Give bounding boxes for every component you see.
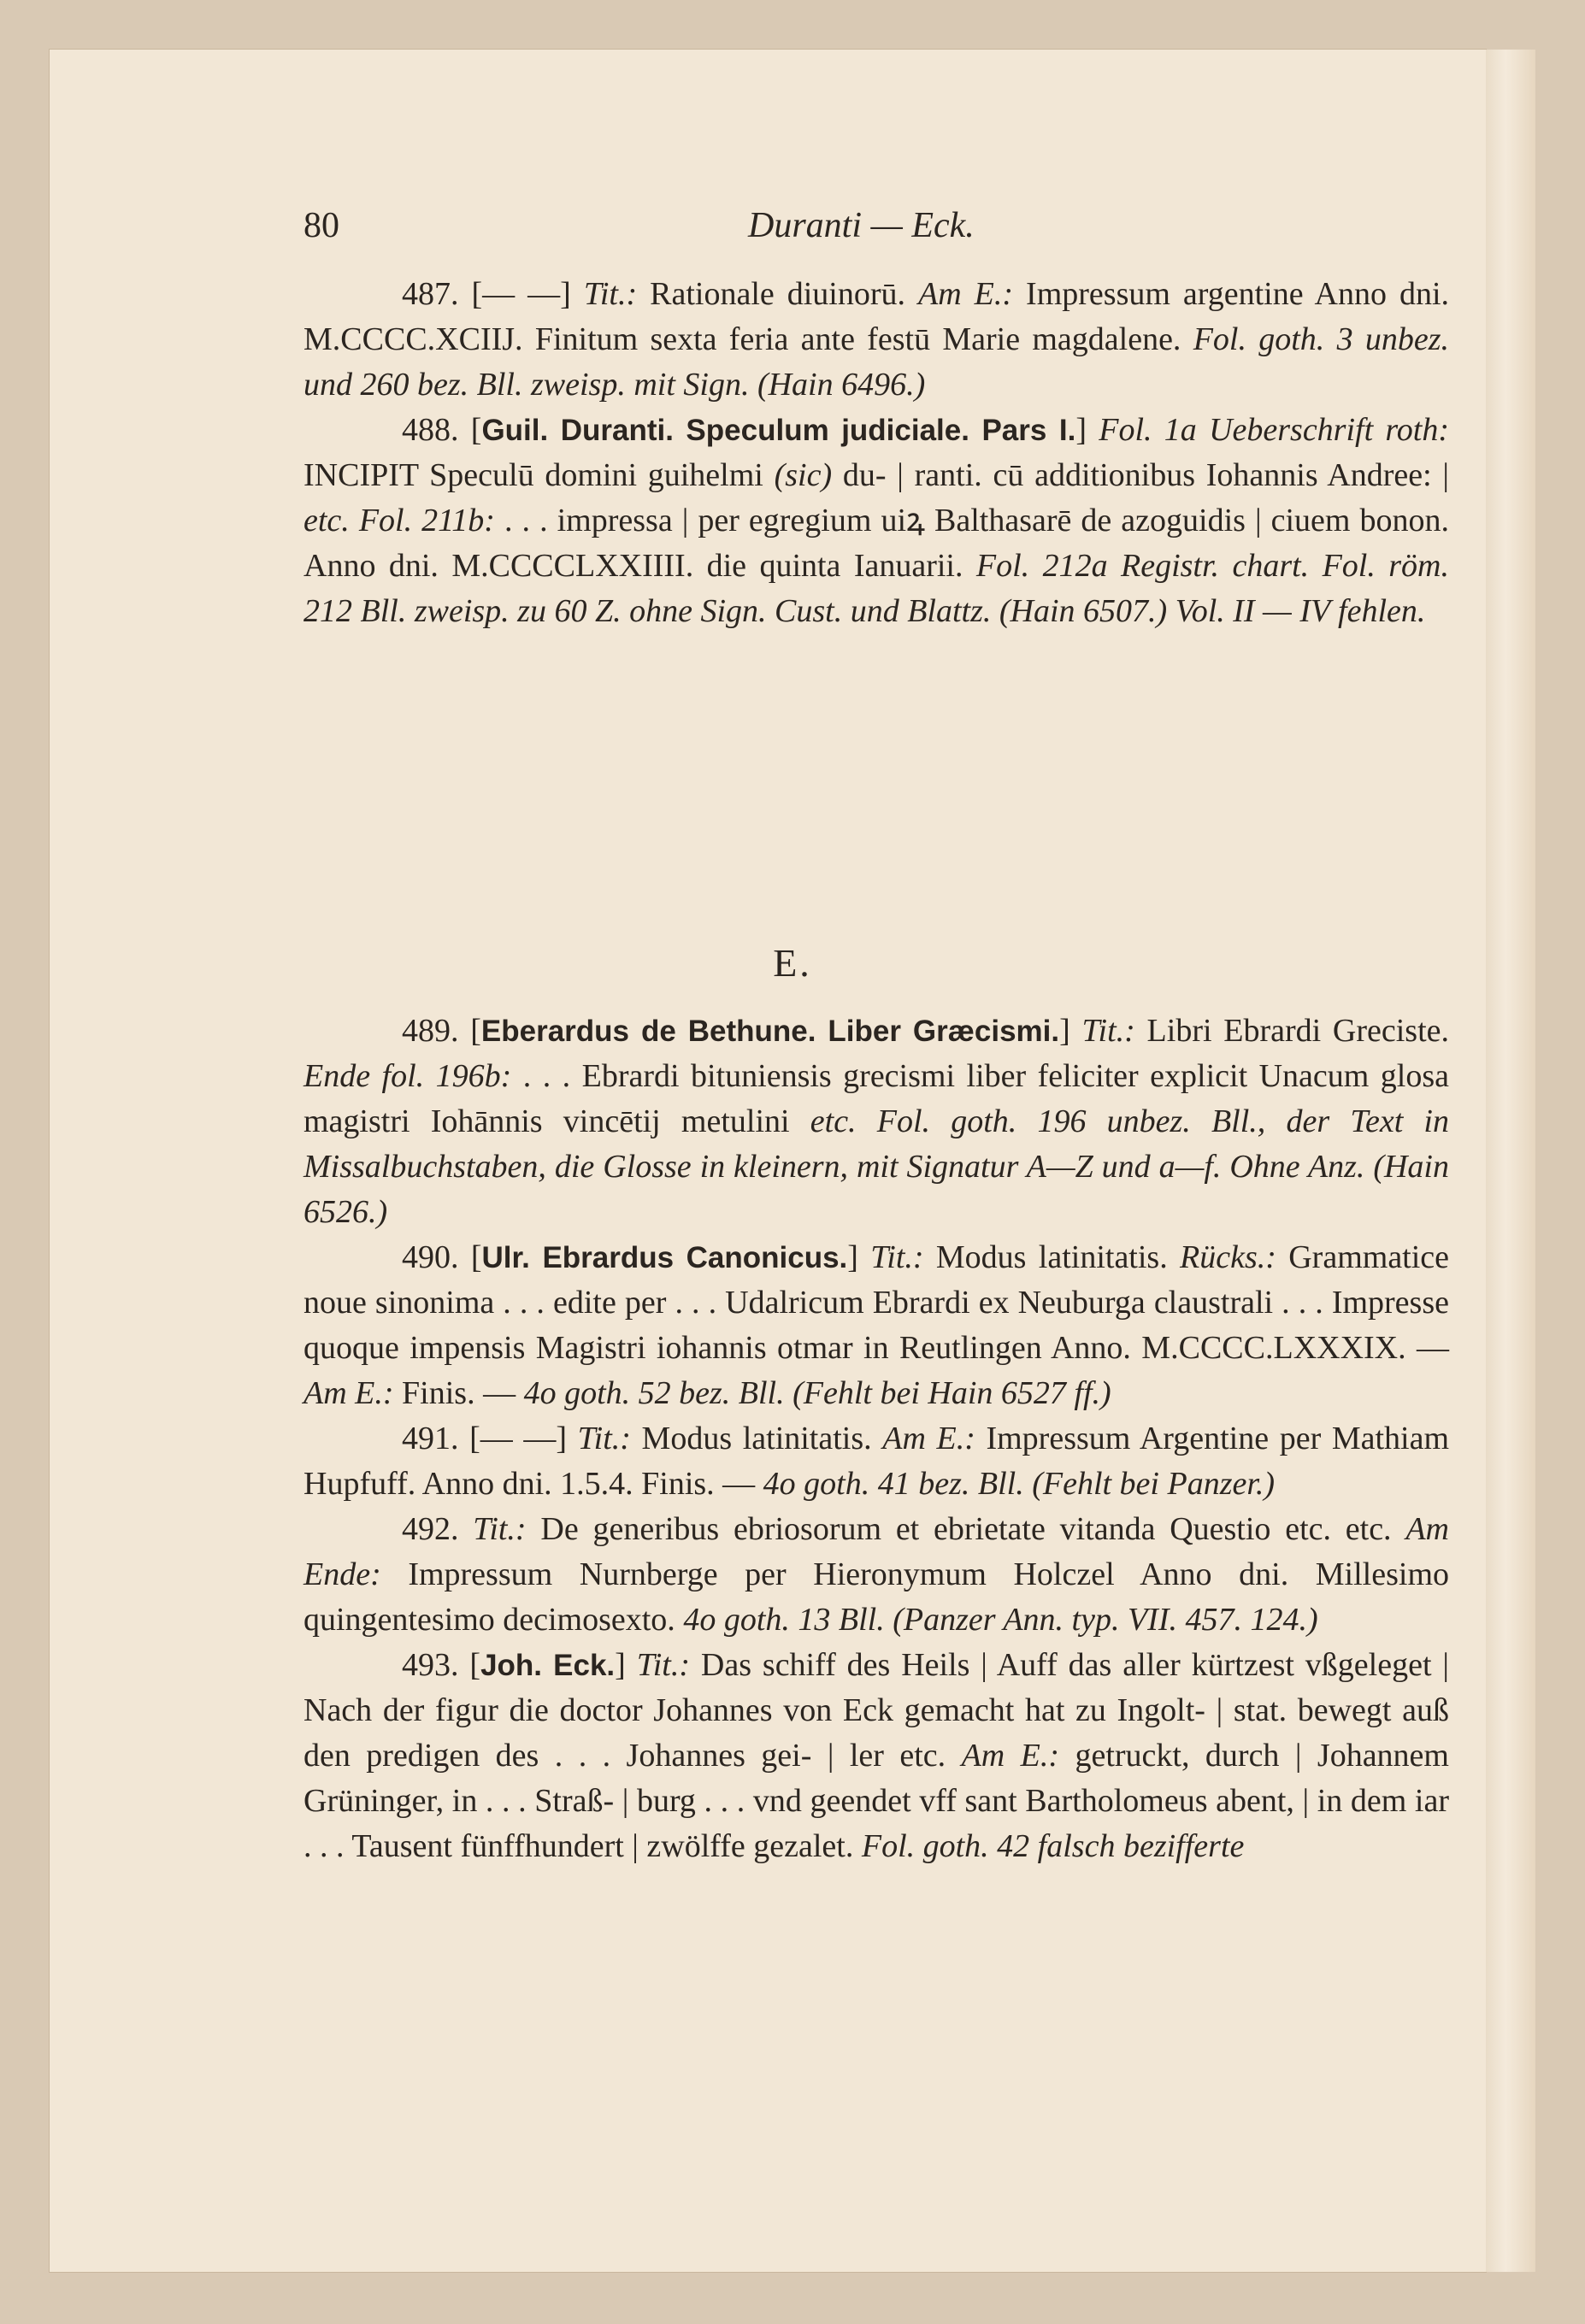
entry-number: 488. xyxy=(402,412,471,448)
entry-italic-text: Fol. 212a Registr. chart. Fol. röm. 212 Bll. zweisp. zu 60 Z. ohne Sign. Cust. und Blattz. (Hain 6507.) Vol. II — IV fehlen. xyxy=(303,548,1449,629)
entry-italic-text: Am E.: xyxy=(882,1421,975,1456)
entry-text: getruckt, durch | Johannem Grüninger, in . . . Straß- | burg . . . vnd geendet vff sant Bartholomeus abent, | in dem iar . . . Tausent fünffhundert | zwölffe gezalet. xyxy=(303,1738,1449,1864)
entry-italic-text: 4o goth. 41 bez. Bll. (Fehlt bei Panzer.) xyxy=(763,1466,1276,1502)
entry-number: 487. xyxy=(402,276,472,312)
catalog-entry xyxy=(303,272,1449,408)
catalog-entry xyxy=(303,1235,1449,1416)
entry-text: [ xyxy=(469,1647,481,1683)
entry-text: Libri Ebrardi Greciste. xyxy=(1134,1013,1450,1049)
entry-text: [ xyxy=(470,412,482,448)
entry-text: ] xyxy=(1075,412,1099,448)
entry-italic-text: etc. Fol. 211b: xyxy=(303,503,495,538)
entry-text: Impressum Argentine per Mathiam Hupfuff. Anno dni. 1.5.4. Finis. — xyxy=(303,1421,1450,1502)
entry-text: [ xyxy=(470,1239,482,1275)
entries-e xyxy=(303,1009,1449,1869)
entry-italic-text: Fol. goth. 42 falsch bezifferte xyxy=(861,1828,1245,1864)
catalog-entry xyxy=(303,1507,1449,1643)
entry-italic-text: Am E.: xyxy=(961,1738,1060,1774)
section-letter: E. xyxy=(773,941,812,985)
entry-italic-text: Ende fol. 196b: xyxy=(303,1058,512,1094)
entry-italic-text: Fol. 1a Ueberschrift roth: xyxy=(1099,412,1450,448)
entry-text: INCIPIT Speculū domini guihelmi xyxy=(303,457,775,493)
entry-italic-text: 4o goth. 13 Bll. (Panzer Ann. typ. VII. 457. 124.) xyxy=(683,1602,1318,1638)
entry-italic-text: etc. Fol. goth. 196 unbez. Bll., der Text in Missalbuchstaben, die Glosse in kleinern, mit Signatur A—Z und a—f. Ohne Anz. (Hain 6526.) xyxy=(303,1103,1449,1230)
entry-italic-text: (sic) xyxy=(774,457,833,493)
entry-number: 491. xyxy=(402,1421,470,1456)
entry-text: Das schiff des Heils | Auff das aller kürtzest vßgeleget | Nach der figur die doctor Johannes von Eck gemacht hat zu Ingolt- | stat. bewegt auß den predigen des . . . Johannes gei- | ler etc. xyxy=(303,1647,1450,1774)
entry-text: Modus latinitatis. xyxy=(630,1421,883,1456)
entry-heading: Joh. Eck. xyxy=(480,1649,616,1682)
entry-italic-text: 4o goth. 52 bez. Bll. (Fehlt bei Hain 6527 ff.) xyxy=(523,1375,1111,1411)
entry-text: Impressum Nurnberge per Hieronymum Holczel Anno dni. Millesimo quingentesimo decimosexto. xyxy=(303,1556,1449,1638)
entry-heading: Eberardus de Bethune. Liber Græcismi. xyxy=(480,1015,1060,1048)
entry-italic-text: Rücks.: xyxy=(1180,1239,1276,1275)
catalog-entry xyxy=(303,1009,1449,1235)
entry-text: ] xyxy=(847,1239,871,1275)
entry-number: 493. xyxy=(402,1647,470,1683)
catalog-entry xyxy=(303,408,1449,634)
entry-text: [— —] xyxy=(471,276,584,312)
entry-text: Finis. — xyxy=(393,1375,524,1411)
facing-page-edge xyxy=(1486,50,1535,2272)
entry-heading: Guil. Duranti. Speculum judiciale. Pars I. xyxy=(481,414,1076,447)
entry-text: du- | ranti. cū additionibus Iohannis Andree: | xyxy=(832,457,1449,493)
entry-text: ] xyxy=(615,1647,637,1683)
entry-text: [— —] xyxy=(469,1421,578,1456)
entry-italic-text: Tit.: xyxy=(636,1647,691,1683)
entry-italic-text: Fol. goth. 3 unbez. und 260 bez. Bll. zweisp. mit Sign. (Hain 6496.) xyxy=(303,321,1449,403)
entry-number: 489. xyxy=(402,1013,471,1049)
entry-heading: Ulr. Ebrardus Canonicus. xyxy=(481,1241,848,1274)
entry-text: Impressum argentine Anno dni. M.CCCC.XCIIJ. Finitum sexta feria ante festū Marie magdalene. xyxy=(303,276,1449,357)
entries-duranti xyxy=(303,272,1449,634)
entry-italic-text: Am E.: xyxy=(918,276,1014,312)
entry-number: 492. xyxy=(402,1511,474,1547)
entry-italic-text: Tit.: xyxy=(870,1239,924,1275)
entry-italic-text: Tit.: xyxy=(577,1421,631,1456)
entry-italic-text: Am Ende: xyxy=(303,1511,1449,1592)
entry-italic-text: Tit.: xyxy=(473,1511,527,1547)
entry-italic-text: Tit.: xyxy=(583,276,638,312)
entry-text: Rationale diuinorū. xyxy=(637,276,919,312)
entry-text: [ xyxy=(470,1013,481,1049)
catalog-entry xyxy=(303,1416,1449,1507)
entry-italic-text: Am E.: xyxy=(303,1375,394,1411)
running-title: Duranti — Eck. xyxy=(748,206,975,245)
entry-text: . . . Ebrardi bituniensis grecismi liber feliciter explicit Unacum glosa magistri Iohānnis vincētij metulini xyxy=(303,1058,1449,1139)
entry-text: Grammatice noue sinonima . . . edite per . . . Udalricum Ebrardi ex Neuburga claustrali . . . Impresse quoque impensis Magistri iohannis otmar in Reutlingen Anno. M.CCCC.LXXXIX. — xyxy=(303,1239,1450,1366)
entry-number: 490. xyxy=(402,1239,471,1275)
page-number: 80 xyxy=(303,206,339,245)
catalog-entry xyxy=(303,1643,1449,1869)
entry-text: . . . impressa | per egregium uiꝝ Balthasarē de azoguidis | ciuem bonon. Anno dni. M.CCCCLXXIIII. die quinta Ianuarii. xyxy=(303,503,1449,584)
entry-text: De generibus ebriosorum et ebrietate vitanda Questio etc. etc. xyxy=(526,1511,1406,1547)
page-header xyxy=(303,205,1449,256)
entry-text: Modus latinitatis. xyxy=(923,1239,1181,1275)
entry-italic-text: Tit.: xyxy=(1081,1013,1135,1049)
entry-text: ] xyxy=(1059,1013,1082,1049)
